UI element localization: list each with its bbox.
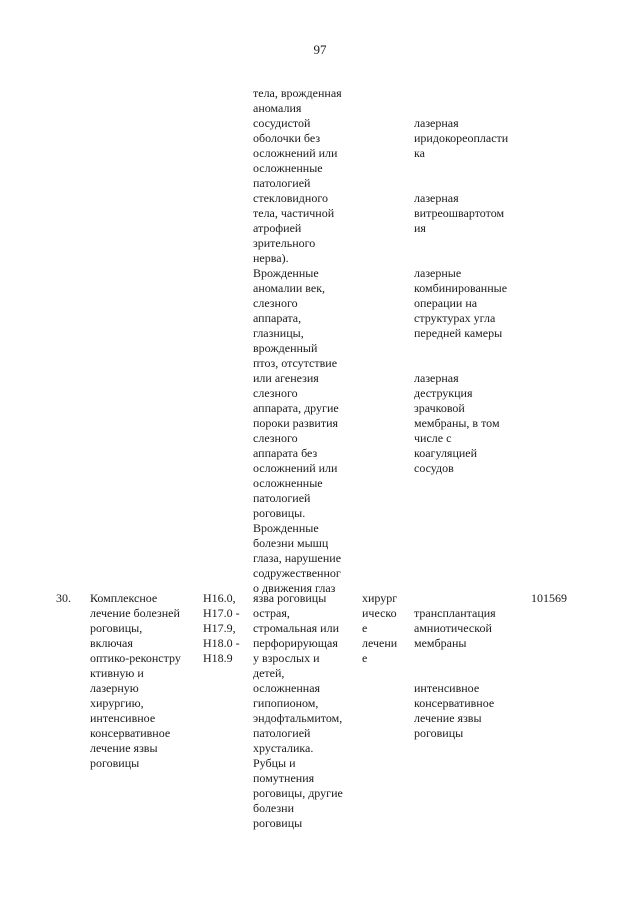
icd-codes: H16.0, H17.0 - H17.9, H18.0 - H18.9	[203, 591, 240, 665]
treatment-profile-name: Комплексное лечение болезней роговицы, включая оптико-реконстру ктивную и лазерную хирургию, интенсивное консервативное лечение язвы роговицы	[90, 591, 181, 770]
standard-cost: 101569	[531, 591, 567, 605]
continued-condition-text: тела, врожденная аномалия сосудистой оболочки без осложнений или осложненные патологией стекловидного тела, частичной атрофией зрительного нерва). Врожденные аномалии век, слезного аппарата, глазницы, врожденный птоз, отсутствие или агенезия слезного аппарата, другие пороки развития слезного аппарата без осложнений или осложненные патологией роговицы. Врожденные болезни мышц глаза, нарушение содружественног о движения глаз	[253, 86, 342, 595]
method-item: интенсивное консервативное лечение язвы роговицы	[414, 681, 495, 740]
method-item: лазерная иридокореопласти ка	[414, 116, 509, 160]
method-item: трансплантация амниотической мембраны	[414, 606, 496, 650]
method-item: лазерные комбинированные операции на структурах угла передней камеры	[414, 266, 508, 340]
method-item: лазерная деструкция зрачковой мембраны, в том числе с коагуляцией сосудов	[414, 371, 500, 475]
row-number: 30.	[56, 591, 71, 605]
method-item: лазерная витреошвартотом ия	[414, 191, 505, 235]
treatment-methods-list	[414, 591, 529, 771]
page-number: 97	[313, 42, 327, 57]
continued-methods-list	[414, 101, 534, 506]
patient-condition: язва роговицы острая, стромальная или перфорирующая у взрослых и детей, осложненная гипопионом, эндофтальмитом, патологией хрусталика. Рубцы и помутнения роговицы, другие болезни роговицы	[253, 591, 343, 830]
treatment-type: хирург ическо е лечени е	[362, 591, 398, 665]
